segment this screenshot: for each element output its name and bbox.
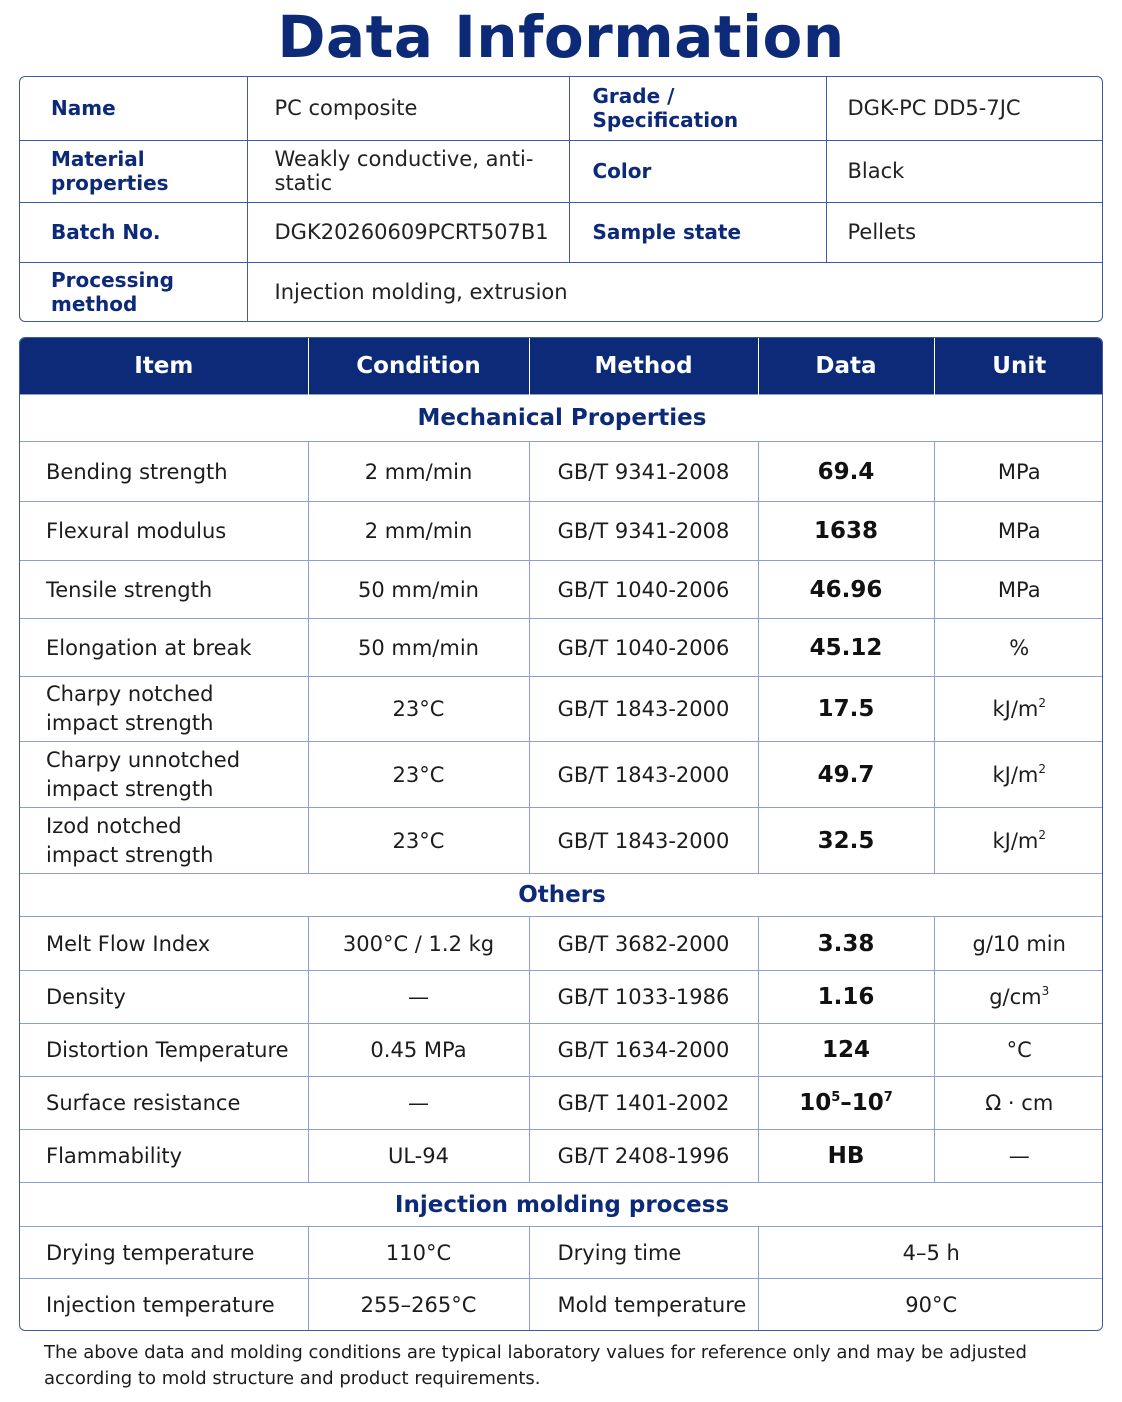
unit-base: kJ/m — [992, 697, 1039, 721]
item-line: impact strength — [46, 776, 214, 801]
condition-cell: 2 mm/min — [308, 502, 529, 561]
condition-cell: 0.45 MPa — [308, 1024, 529, 1077]
item-cell: Elongation at break — [20, 619, 308, 677]
method-cell: GB/T 1033-1986 — [529, 971, 758, 1024]
footnote-line: The above data and molding conditions are typical laboratory values for reference only and may be adjusted — [44, 1342, 1027, 1363]
name-label: Name — [20, 77, 247, 140]
item-cell: Tensile strength — [20, 561, 308, 619]
unit-cell: MPa — [934, 502, 1103, 561]
unit-exponent: 2 — [1038, 761, 1047, 776]
section-title-mechanical: Mechanical Properties — [20, 395, 1103, 442]
item-cell: Flammability — [20, 1130, 308, 1183]
process-label-cell: Drying temperature — [20, 1227, 308, 1279]
unit-cell — [934, 742, 1103, 808]
method-cell: GB/T 1843-2000 — [529, 742, 758, 808]
material-value: Weakly conductive, anti-static — [247, 140, 569, 202]
condition-cell: 23°C — [308, 742, 529, 808]
data-cell: 17.5 — [758, 677, 934, 742]
method-cell: GB/T 1040-2006 — [529, 619, 758, 677]
table-row — [20, 971, 1103, 1024]
process-value-cell: 90°C — [758, 1279, 1103, 1332]
item-cell — [20, 677, 308, 742]
unit-base: g/cm — [989, 985, 1042, 1009]
unit-exponent: 3 — [1041, 984, 1050, 998]
header-method: Method — [529, 338, 758, 395]
header-data: Data — [758, 338, 934, 395]
unit-exponent: 2 — [1038, 696, 1047, 710]
method-cell: GB/T 9341-2008 — [529, 502, 758, 561]
condition-cell: UL-94 — [308, 1130, 529, 1183]
method-cell: GB/T 1843-2000 — [529, 808, 758, 874]
section-row-mechanical — [20, 395, 1103, 442]
table-row — [20, 1279, 1103, 1332]
color-label: Color — [569, 140, 826, 202]
grade-value: DGK-PC DD5-7JC — [826, 77, 1103, 140]
header-condition: Condition — [308, 338, 529, 395]
condition-cell: 50 mm/min — [308, 561, 529, 619]
table-row — [20, 917, 1103, 971]
unit-exponent: 2 — [1038, 827, 1047, 842]
unit-cell: g/10 min — [934, 917, 1103, 971]
data-cell: 124 — [758, 1024, 934, 1077]
method-cell: GB/T 3682-2000 — [529, 917, 758, 971]
data-cell: 49.7 — [758, 742, 934, 808]
data-range: –10 — [840, 1090, 884, 1116]
processing-value: Injection molding, extrusion — [247, 262, 1103, 322]
table-row — [20, 742, 1103, 808]
info-table — [19, 76, 1103, 322]
sample-value: Pellets — [826, 202, 1103, 262]
info-row-name — [20, 77, 1103, 140]
table-row — [20, 619, 1103, 677]
sample-label: Sample state — [569, 202, 826, 262]
condition-cell: 2 mm/min — [308, 442, 529, 502]
process-value-cell: 110°C — [308, 1227, 529, 1279]
condition-cell: 23°C — [308, 808, 529, 874]
condition-cell: 50 mm/min — [308, 619, 529, 677]
unit-cell — [934, 808, 1103, 874]
item-cell: Density — [20, 971, 308, 1024]
unit-cell: MPa — [934, 442, 1103, 502]
table-row — [20, 808, 1103, 874]
method-cell: GB/T 2408-1996 — [529, 1130, 758, 1183]
unit-base: kJ/m — [992, 828, 1039, 853]
unit-cell — [934, 971, 1103, 1024]
data-base: 10 — [799, 1090, 832, 1116]
item-cell: Flexural modulus — [20, 502, 308, 561]
item-line: impact strength — [46, 842, 214, 867]
unit-cell: Ω · cm — [934, 1077, 1103, 1130]
table-row — [20, 442, 1103, 502]
condition-cell: 23°C — [308, 677, 529, 742]
page-title: Data Information — [277, 3, 845, 71]
info-row-processing — [20, 262, 1103, 322]
table-row — [20, 1227, 1103, 1279]
data-cell: HB — [758, 1130, 934, 1183]
item-line: Izod notched — [46, 813, 182, 838]
data-cell: 3.38 — [758, 917, 934, 971]
processing-label: Processing method — [20, 262, 247, 322]
info-row-batch — [20, 202, 1103, 262]
method-cell: GB/T 1040-2006 — [529, 561, 758, 619]
method-cell: GB/T 1401-2002 — [529, 1077, 758, 1130]
header-item: Item — [20, 338, 308, 395]
material-label: Material properties — [20, 140, 247, 202]
unit-base: kJ/m — [992, 762, 1039, 787]
method-cell: GB/T 1634-2000 — [529, 1024, 758, 1077]
data-cell: 69.4 — [758, 442, 934, 502]
batch-value: DGK20260609PCRT507B1 — [247, 202, 569, 262]
process-value-cell: 4–5 h — [758, 1227, 1103, 1279]
item-cell — [20, 808, 308, 874]
section-row-others — [20, 874, 1103, 917]
data-cell: 46.96 — [758, 561, 934, 619]
process-value-cell: 255–265°C — [308, 1279, 529, 1332]
item-cell: Distortion Temperature — [20, 1024, 308, 1077]
data-cell — [758, 1077, 934, 1130]
data-cell: 1.16 — [758, 971, 934, 1024]
unit-cell: °C — [934, 1024, 1103, 1077]
header-unit: Unit — [934, 338, 1103, 395]
info-row-material — [20, 140, 1103, 202]
properties-table — [19, 337, 1103, 1331]
unit-cell — [934, 677, 1103, 742]
condition-cell: — — [308, 971, 529, 1024]
data-exponent: 7 — [883, 1090, 893, 1105]
unit-cell: — — [934, 1130, 1103, 1183]
footnote — [44, 1340, 1084, 1392]
footnote-line: according to mold structure and product requirements. — [44, 1368, 541, 1389]
batch-label: Batch No. — [20, 202, 247, 262]
data-cell: 45.12 — [758, 619, 934, 677]
unit-cell: % — [934, 619, 1103, 677]
item-cell — [20, 742, 308, 808]
table-row — [20, 502, 1103, 561]
name-value: PC composite — [247, 77, 569, 140]
item-line: Charpy unnotched — [46, 747, 241, 772]
table-row — [20, 677, 1103, 742]
process-label-cell: Drying time — [529, 1227, 758, 1279]
item-cell: Melt Flow Index — [20, 917, 308, 971]
condition-cell: — — [308, 1077, 529, 1130]
data-cell: 1638 — [758, 502, 934, 561]
table-header-row — [20, 338, 1103, 395]
data-cell: 32.5 — [758, 808, 934, 874]
item-cell: Bending strength — [20, 442, 308, 502]
condition-cell: 300°C / 1.2 kg — [308, 917, 529, 971]
table-row — [20, 1130, 1103, 1183]
table-row — [20, 1024, 1103, 1077]
section-title-injection: Injection molding process — [20, 1183, 1103, 1227]
process-label-cell: Injection temperature — [20, 1279, 308, 1332]
method-cell: GB/T 9341-2008 — [529, 442, 758, 502]
section-row-injection — [20, 1183, 1103, 1227]
section-title-others: Others — [20, 874, 1103, 917]
color-value: Black — [826, 140, 1103, 202]
item-cell: Surface resistance — [20, 1077, 308, 1130]
method-cell: GB/T 1843-2000 — [529, 677, 758, 742]
table-row — [20, 1077, 1103, 1130]
unit-cell: MPa — [934, 561, 1103, 619]
item-line: impact strength — [46, 711, 214, 735]
data-exponent: 5 — [831, 1090, 841, 1105]
process-label-cell: Mold temperature — [529, 1279, 758, 1332]
table-row — [20, 561, 1103, 619]
item-line: Charpy notched — [46, 682, 214, 706]
grade-label: Grade / Specification — [569, 77, 826, 140]
